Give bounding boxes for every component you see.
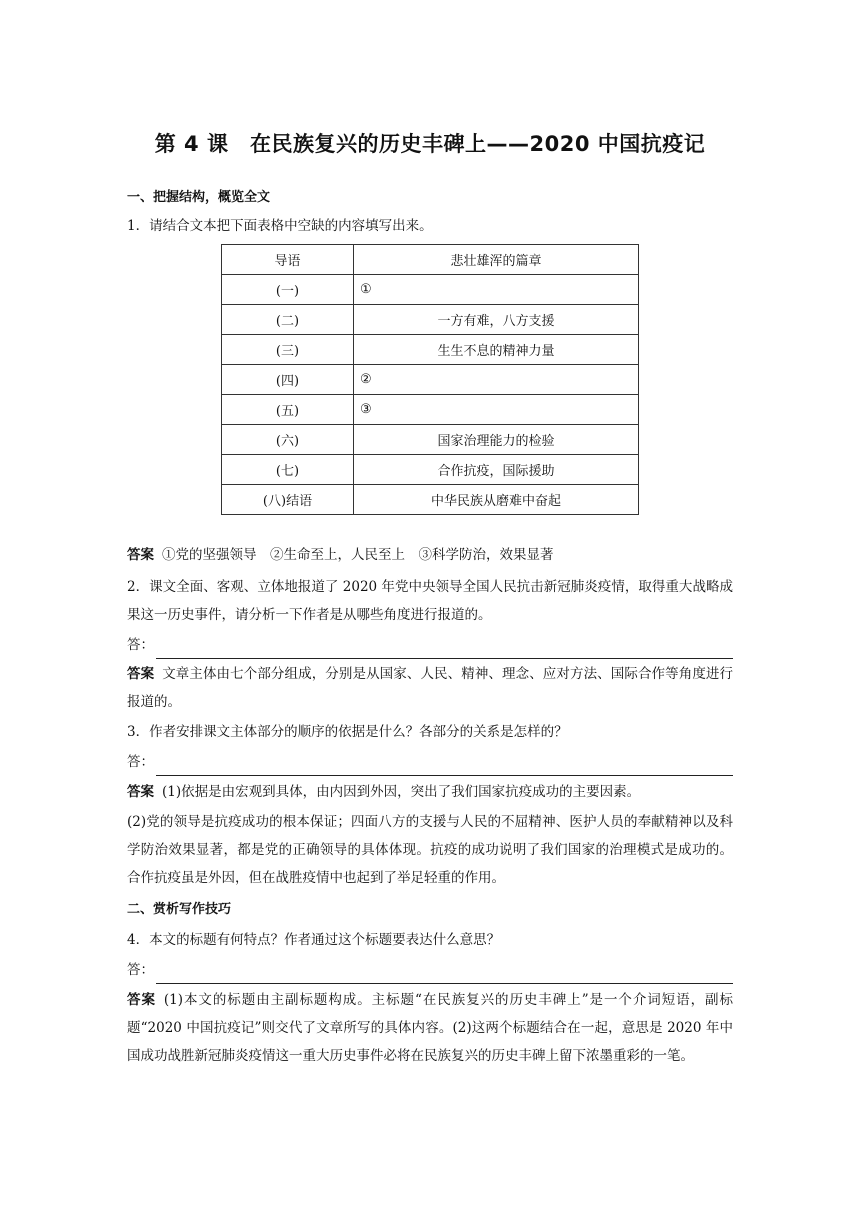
table-row xyxy=(222,365,639,395)
table-cell: (二) xyxy=(222,305,354,335)
table-row xyxy=(222,455,639,485)
answer-prompt: 答： xyxy=(127,754,154,770)
answer-label: 答案 xyxy=(127,992,156,1008)
table-cell: 合作抗疫，国际援助 xyxy=(354,455,639,485)
table-header-cell: 导语 xyxy=(222,245,354,275)
answer-label: 答案 xyxy=(127,784,154,800)
table-row xyxy=(222,305,639,335)
table-cell: (六) xyxy=(222,425,354,455)
answer-line-3[interactable] xyxy=(127,748,733,776)
answer-4 xyxy=(127,986,733,1070)
table-cell: 生生不息的精神力量 xyxy=(354,335,639,365)
answer-3 xyxy=(127,778,733,806)
structure-table xyxy=(221,244,639,515)
answer-blank[interactable] xyxy=(156,965,733,984)
table-cell: 中华民族从磨难中奋起 xyxy=(354,485,639,515)
question-1: 1．请结合文本把下面表格中空缺的内容填写出来。 xyxy=(127,218,433,234)
table-cell: ③ xyxy=(354,395,639,425)
answer-text: (1)依据是由宏观到具体，由内因到外因，突出了我们国家抗疫成功的主要因素。 xyxy=(162,784,641,800)
question-2: 2．课文全面、客观、立体地报道了 2020 年党中央领导全国人民抗击新冠肺炎疫情，取得重大战略成果这一历史事件，请分析一下作者是从哪些角度进行报道的。 xyxy=(127,579,733,623)
lesson-title: 第 4 课 在民族复兴的历史丰碑上——2020 中国抗疫记 xyxy=(154,132,706,156)
answer-line-2[interactable] xyxy=(127,631,733,659)
answer-prompt: 答： xyxy=(127,637,154,653)
answer-text: (1)本文的标题由主副标题构成。主标题“在民族复兴的历史丰碑上”是一个介词短语，副标题“2020 中国抗疫记”则交代了文章所写的具体内容。(2)这两个标题结合在一起，意思是 2020 年中国成功战胜新冠肺炎疫情这一重大历史事件必将在民族复兴的历史丰碑上留下浓墨重彩的一笔。 xyxy=(127,992,733,1064)
answer-text: ①党的坚强领导 ②生命至上，人民至上 ③科学防治，效果显著 xyxy=(162,547,554,563)
table-row xyxy=(222,485,639,515)
table-row xyxy=(222,395,639,425)
table-row xyxy=(222,275,639,305)
answer-prompt: 答： xyxy=(127,962,154,978)
table-row xyxy=(222,335,639,365)
answer-1 xyxy=(127,541,733,569)
answer-3-part-2: (2)党的领导是抗疫成功的根本保证；四面八方的支援与人民的不屈精神、医护人员的奉献精神以及科学防治效果显著，都是党的正确领导的具体体现。抗疫的成功说明了我们国家的治理模式是成功的。合作抗疫虽是外因，但在战胜疫情中也起到了举足轻重的作用。 xyxy=(127,814,733,886)
table-cell: (一) xyxy=(222,275,354,305)
section-heading-2: 二、赏析写作技巧 xyxy=(127,902,232,917)
section-heading-1: 一、把握结构，概览全文 xyxy=(127,190,271,205)
table-cell: ② xyxy=(354,365,639,395)
table-cell: (七) xyxy=(222,455,354,485)
table-cell: (八)结语 xyxy=(222,485,354,515)
table-cell: (五) xyxy=(222,395,354,425)
answer-2 xyxy=(127,660,733,716)
table-header-row xyxy=(222,245,639,275)
answer-text: 文章主体由七个部分组成，分别是从国家、人民、精神、理念、应对方法、国际合作等角度进行报道的。 xyxy=(127,666,734,710)
answer-line-4[interactable] xyxy=(127,956,733,984)
answer-blank[interactable] xyxy=(156,640,733,659)
question-3: 3．作者安排课文主体部分的顺序的依据是什么？各部分的关系是怎样的？ xyxy=(127,724,568,740)
question-4: 4．本文的标题有何特点？作者通过这个标题要表达什么意思？ xyxy=(127,932,501,948)
table-cell: 国家治理能力的检验 xyxy=(354,425,639,455)
table-cell: ① xyxy=(354,275,639,305)
answer-label: 答案 xyxy=(127,666,155,682)
table-header-cell: 悲壮雄浑的篇章 xyxy=(354,245,639,275)
answer-label: 答案 xyxy=(127,547,154,563)
table-cell: 一方有难，八方支援 xyxy=(354,305,639,335)
table-row xyxy=(222,425,639,455)
answer-blank[interactable] xyxy=(156,757,733,776)
table-cell: (四) xyxy=(222,365,354,395)
table-cell: (三) xyxy=(222,335,354,365)
